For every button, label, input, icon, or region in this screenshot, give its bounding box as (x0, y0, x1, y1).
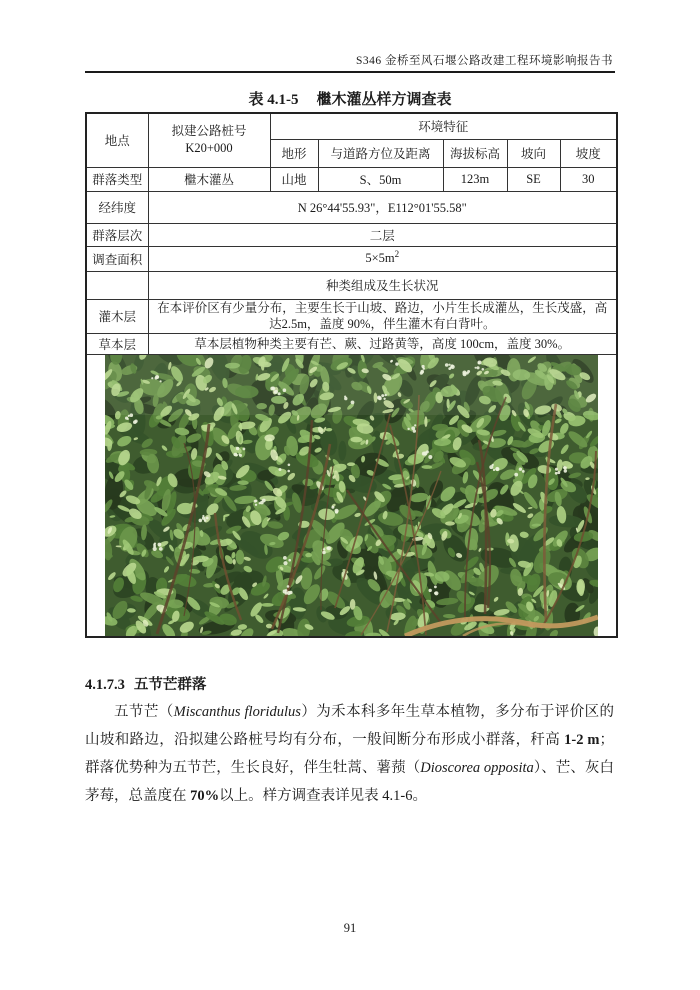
paragraph-segment: 70% (190, 788, 220, 804)
composition-label-cell (86, 271, 148, 299)
table-row (86, 167, 617, 191)
table-row (86, 246, 617, 271)
table-row (86, 299, 617, 333)
table-row (86, 333, 617, 354)
table-title (0, 88, 700, 109)
stake-label: 拟建公路桩号 (171, 124, 247, 139)
header-rule (85, 71, 615, 73)
road-value-cell: S、50m (318, 167, 443, 191)
paragraph-segment: 五节芒（ (114, 704, 174, 720)
area-value-sup: 2 (394, 248, 400, 259)
running-header: S346 金桥至风石堰公路改建工程环境影响报告书 (355, 55, 613, 67)
aspect-header-cell: 坡向 (507, 139, 560, 167)
coord-value-cell: N 26°44'55.93"，E112°01'55.58" (148, 191, 617, 223)
paragraph-segment: Miscanthus floridulus (173, 704, 301, 720)
elevation-value-cell: 123m (443, 167, 507, 191)
section-heading-title: 五节芒群落 (133, 677, 207, 693)
table-title-text: 檵木灌丛样方调查表 (316, 92, 452, 108)
elevation-header-cell: 海拔标高 (443, 139, 507, 167)
table-row (86, 223, 617, 246)
layers-value-cell: 二层 (148, 223, 617, 246)
herb-label-cell: 草本层 (86, 333, 148, 354)
photo-row-cell (86, 354, 617, 637)
table-row (86, 113, 617, 139)
table-row (86, 191, 617, 223)
terrain-value-cell: 山地 (270, 167, 318, 191)
section-heading-number: 4.1.7.3 (85, 677, 125, 693)
section-heading (85, 673, 206, 694)
survey-table (85, 112, 618, 638)
stake-cell (148, 113, 270, 167)
paragraph-segment: Dioscorea opposita (420, 760, 534, 776)
community-type-cell: 檵木灌丛 (148, 167, 270, 191)
shrub-value-cell: 在本评价区有少量分布，主要生长于山坡、路边，小片生长成灌丛，生长茂盛，高达2.5m，盖度 90%，伴生灌木有白背叶。 (148, 299, 617, 333)
slope-header-cell: 坡度 (560, 139, 617, 167)
section-paragraph (85, 698, 614, 810)
paragraph-segment: ；群落优势种为五节芒，生长良好，伴生牡蒿、薯蓣（ (85, 732, 614, 776)
layers-label-cell: 群落层次 (86, 223, 148, 246)
paragraph-segment: ）、芒、灰白茅莓，总盖度在 (85, 760, 615, 804)
paragraph-segment: ）为禾本科多年生草本植物，多分布于评价区的山坡和路边，沿拟建公路桩号均有分布，一般间断分布形成小群落，秆高 (85, 704, 615, 748)
shrub-label-cell: 灌木层 (86, 299, 148, 333)
herb-value-cell: 草本层植物种类主要有芒、蕨、过路黄等，高度 100cm，盖度 30%。 (148, 333, 617, 354)
env-header-cell: 环境特征 (270, 113, 617, 139)
table-row (86, 354, 617, 637)
table-title-number: 表 4.1-5 (248, 92, 299, 108)
area-value-base: 5×5m (365, 251, 395, 265)
area-value-cell (148, 246, 617, 271)
slope-value-cell: 30 (560, 167, 617, 191)
community-label-cell: 群落类型 (86, 167, 148, 191)
area-label-cell: 调查面积 (86, 246, 148, 271)
road-header-cell: 与道路方位及距离 (318, 139, 443, 167)
vegetation-photo (105, 355, 598, 636)
table-row (86, 271, 617, 299)
paragraph-segment: 1-2 m (564, 732, 600, 748)
page-number: 91 (343, 921, 357, 935)
location-label-cell: 地点 (86, 113, 148, 167)
terrain-header-cell: 地形 (270, 139, 318, 167)
stake-value: K20+000 (185, 141, 233, 156)
paragraph-segment: 以上。样方调查表详见表 4.1-6。 (219, 788, 427, 804)
coord-label-cell: 经纬度 (86, 191, 148, 223)
composition-header-cell: 种类组成及生长状况 (148, 271, 617, 299)
aspect-value-cell: SE (507, 167, 560, 191)
